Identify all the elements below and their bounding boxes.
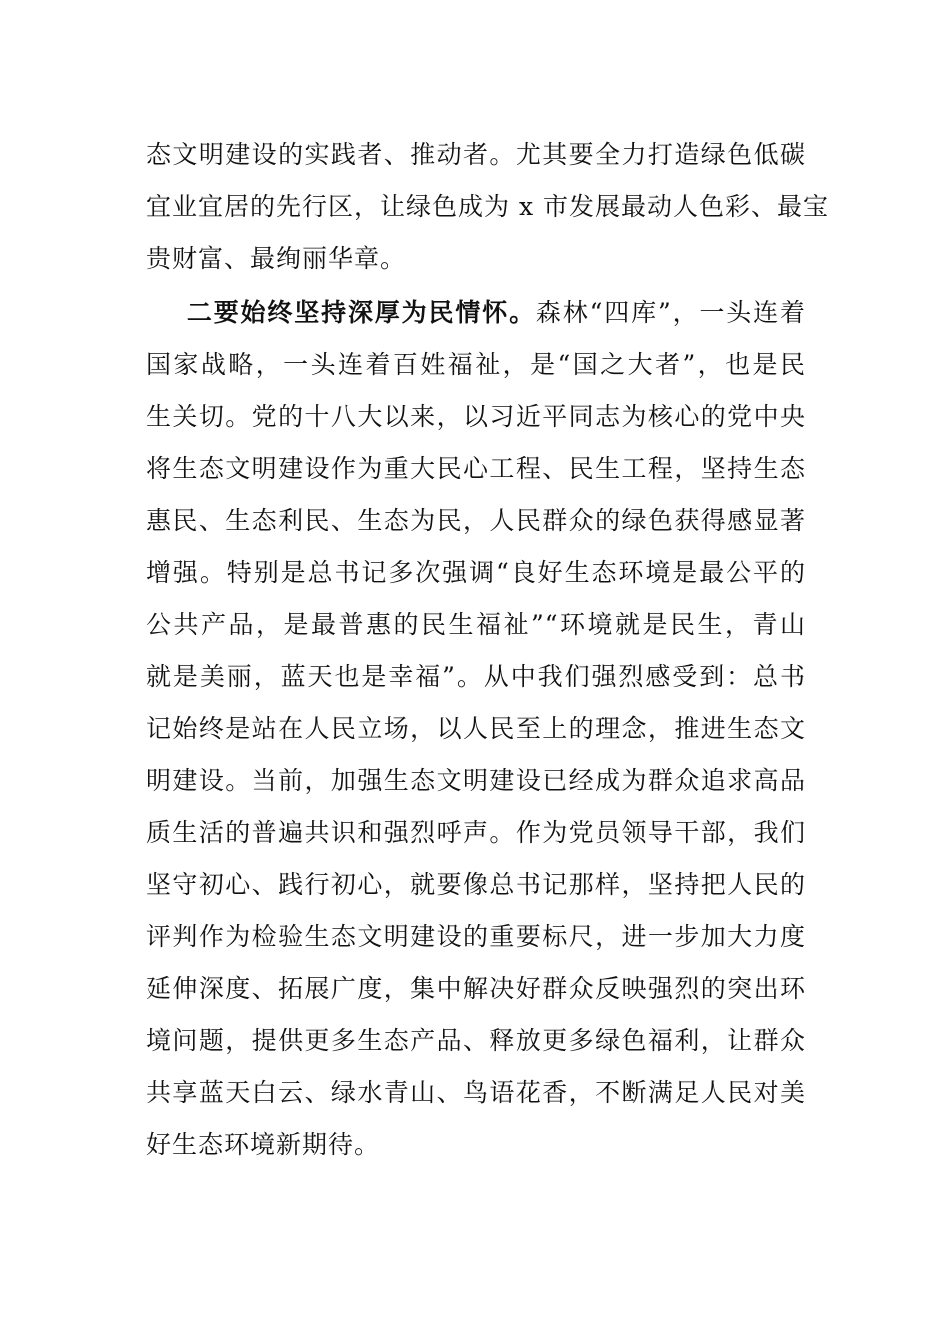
paragraph-2-line: 评判作为检验生态文明建设的重要标尺，进一步加大力度 (146, 922, 806, 951)
paragraph-2-line: 公共产品，是最普惠的民生福祉”“环境就是民生，青山 (146, 610, 806, 639)
paragraph-2-line: 共享蓝天白云、绿水青山、鸟语花香，不断满足人民对美 (146, 1078, 806, 1107)
paragraph-1 (146, 129, 829, 285)
paragraph-2-line: 惠民、生态利民、生态为民，人民群众的绿色获得感显著 (146, 506, 806, 535)
paragraph-1-line: 态文明建设的实践者、推动者。尤其要全力打造绿色低碳 (146, 140, 806, 169)
paragraph-2-line: 境问题，提供更多生态产品、释放更多绿色福利，让群众 (146, 1026, 806, 1055)
paragraph-1-line: 贵财富、最绚丽华章。 (146, 244, 407, 273)
paragraph-2-first-line-text: 森林“四库”，一头连着 (535, 298, 806, 327)
paragraph-1-line: 宜业宜居的先行区，让绿色成为 x 市发展最动人色彩、最宝 (146, 192, 829, 221)
paragraph-2-line: 坚守初心、践行初心，就要像总书记那样，坚持把人民的 (146, 870, 806, 899)
paragraph-2-line: 好生态环境新期待。 (146, 1130, 381, 1159)
paragraph-2-line: 质生活的普遍共识和强烈呼声。作为党员领导干部，我们 (146, 818, 806, 847)
paragraph-2-first-line (146, 287, 806, 339)
paragraph-2-line: 生关切。党的十八大以来，以习近平同志为核心的党中央 (146, 402, 806, 431)
paragraph-2 (146, 287, 806, 1171)
paragraph-2-line: 国家战略，一头连着百姓福祉，是“国之大者”，也是民 (146, 350, 806, 379)
paragraph-2-line: 记始终是站在人民立场，以人民至上的理念，推进生态文 (146, 714, 806, 743)
paragraph-2-line: 将生态文明建设作为重大民心工程、民生工程，坚持生态 (146, 454, 806, 483)
paragraph-2-heading: 二要始终坚持深厚为民情怀。 (186, 298, 536, 327)
paragraph-2-line: 就是美丽，蓝天也是幸福”。从中我们强烈感受到：总书 (146, 662, 806, 691)
paragraph-2-line: 明建设。当前，加强生态文明建设已经成为群众追求高品 (146, 766, 806, 795)
paragraph-2-line: 延伸深度、拓展广度，集中解决好群众反映强烈的突出环 (146, 974, 806, 1003)
paragraph-2-line: 增强。特别是总书记多次强调“良好生态环境是最公平的 (146, 558, 806, 587)
